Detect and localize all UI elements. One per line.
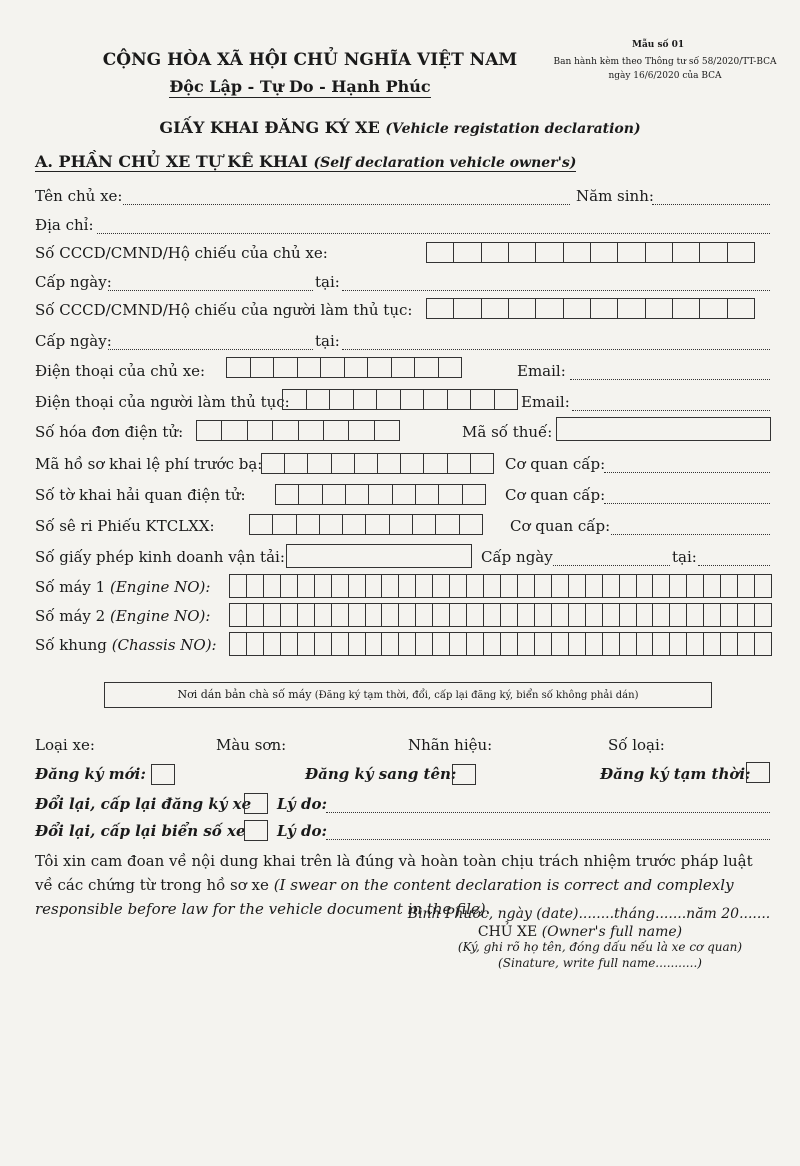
fee-issuer-label: Cơ quan cấp: bbox=[505, 455, 606, 473]
engine2-label: Số máy 2 (Engine NO): bbox=[35, 607, 211, 625]
customs-boxes[interactable] bbox=[275, 484, 486, 505]
signature-instruction-en: (Sinature, write full name...........) bbox=[498, 956, 702, 970]
temp-reg-checkbox[interactable] bbox=[746, 762, 770, 783]
reissue-plate-reason-label: Lý do: bbox=[277, 822, 327, 840]
license-issue-label: Cấp ngày bbox=[481, 548, 553, 566]
serial-issuer-field[interactable] bbox=[611, 520, 770, 535]
proc-phone-label: Điện thoại của người làm thủ tục: bbox=[35, 393, 290, 411]
reissue-plate-reason-field[interactable] bbox=[326, 825, 770, 840]
owner-email-label: Email: bbox=[517, 362, 566, 380]
fee-issuer-field[interactable] bbox=[604, 458, 770, 473]
engine-rubbing-area: Nơi dán bản chà số máy (Đăng ký tạm thời, đổi, cấp lại đăng ký, biển số không phải dán) bbox=[104, 682, 712, 708]
proc-email-label: Email: bbox=[521, 393, 570, 411]
engine1-label: Số máy 1 (Engine NO): bbox=[35, 578, 211, 596]
owner-issue-date-label: Cấp ngày: bbox=[35, 273, 112, 291]
reissue-plate-label: Đổi lại, cấp lại biển số xe bbox=[35, 822, 246, 840]
proc-issue-date-label: Cấp ngày: bbox=[35, 332, 112, 350]
license-issue-place-field[interactable] bbox=[698, 551, 770, 566]
tax-code-label: Mã số thuế: bbox=[462, 423, 553, 441]
owner-email-field[interactable] bbox=[570, 365, 770, 380]
proc-issue-place-label: tại: bbox=[315, 332, 340, 350]
address-label: Địa chỉ: bbox=[35, 216, 94, 234]
vehicle-type-label: Loại xe: bbox=[35, 736, 95, 754]
republic-heading: CỘNG HÒA XÃ HỘI CHỦ NGHĨA VIỆT NAM bbox=[102, 50, 518, 70]
owner-signature-heading: CHỦ XE (Owner's full name) bbox=[477, 924, 683, 940]
issued-note: Ban hành kèm theo Thông tư số 58/2020/TT-BCA ngày 16/6/2020 của BCA bbox=[553, 57, 777, 81]
vehicle-model-label: Số loại: bbox=[608, 736, 665, 754]
vehicle-brand-label: Nhãn hiệu: bbox=[408, 736, 493, 754]
proc-issue-date-field[interactable] bbox=[108, 335, 313, 350]
engine1-boxes[interactable] bbox=[229, 574, 772, 598]
transport-license-label: Số giấy phép kinh doanh vận tải: bbox=[35, 548, 285, 566]
proc-issue-place-field[interactable] bbox=[342, 335, 770, 350]
motto: Độc Lập - Tự Do - Hạnh Phúc bbox=[169, 77, 431, 96]
reissue-plate-checkbox[interactable] bbox=[244, 820, 268, 841]
commitment-paragraph: Tôi xin cam đoan về nội dung khai trên là đúng và hoàn toàn chịu trách nhiệm trước pháp luật về các chứng từ trong hồ sơ xe (I swear on the content declaration is correct and complexly responsible before law for the vehicle document in the file). bbox=[35, 852, 753, 918]
customs-issuer-label: Cơ quan cấp: bbox=[505, 486, 606, 504]
owner-issue-place-label: tại: bbox=[315, 273, 340, 291]
tax-code-field[interactable] bbox=[556, 417, 771, 441]
reissue-reg-label: Đổi lại, cấp lại đăng ký xe bbox=[35, 795, 252, 813]
birth-year-field[interactable] bbox=[652, 190, 770, 205]
owner-issue-date-field[interactable] bbox=[108, 276, 313, 291]
invoice-boxes[interactable] bbox=[196, 420, 400, 441]
place-date: Bình Phước, ngày (date)........tháng.......năm 20....... bbox=[407, 906, 771, 922]
license-issue-date-field[interactable] bbox=[553, 551, 670, 566]
customs-issuer-field[interactable] bbox=[604, 489, 770, 504]
temp-reg-label: Đăng ký tạm thời: bbox=[600, 765, 751, 783]
transport-license-field[interactable] bbox=[286, 544, 472, 568]
proc-id-boxes[interactable] bbox=[426, 298, 755, 319]
form-number: Mẫu số 01 bbox=[632, 40, 685, 50]
owner-issue-place-field[interactable] bbox=[342, 276, 770, 291]
transfer-reg-label: Đăng ký sang tên: bbox=[305, 765, 457, 783]
new-reg-label: Đăng ký mới: bbox=[35, 765, 146, 783]
transfer-reg-checkbox[interactable] bbox=[452, 764, 476, 785]
serial-issuer-label: Cơ quan cấp: bbox=[510, 517, 611, 535]
chassis-label: Số khung (Chassis NO): bbox=[35, 636, 217, 654]
fee-code-label: Mã hồ sơ khai lệ phí trước bạ: bbox=[35, 455, 263, 473]
owner-name-label: Tên chủ xe: bbox=[35, 187, 123, 205]
birth-year-label: Năm sinh: bbox=[576, 187, 654, 205]
reissue-reg-checkbox[interactable] bbox=[244, 793, 268, 814]
owner-id-boxes[interactable] bbox=[426, 242, 755, 263]
vehicle-color-label: Màu sơn: bbox=[216, 736, 287, 754]
address-field[interactable] bbox=[97, 219, 770, 234]
serial-label: Số sê ri Phiếu KTCLXX: bbox=[35, 517, 215, 535]
new-reg-checkbox[interactable] bbox=[151, 764, 175, 785]
owner-name-field[interactable] bbox=[123, 190, 570, 205]
owner-phone-label: Điện thoại của chủ xe: bbox=[35, 362, 206, 380]
proc-id-label: Số CCCD/CMND/Hộ chiếu của người làm thủ tục: bbox=[35, 301, 413, 319]
invoice-label: Số hóa đơn điện tử: bbox=[35, 423, 184, 441]
section-a-heading: A. PHẦN CHỦ XE TỰ KÊ KHAI (Self declaration vehicle owner's) bbox=[35, 152, 577, 171]
serial-boxes[interactable] bbox=[249, 514, 483, 535]
owner-id-label: Số CCCD/CMND/Hộ chiếu của chủ xe: bbox=[35, 244, 328, 262]
proc-email-field[interactable] bbox=[572, 396, 770, 411]
owner-phone-boxes[interactable] bbox=[226, 357, 462, 378]
engine2-boxes[interactable] bbox=[229, 603, 772, 627]
customs-label: Số tờ khai hải quan điện tử: bbox=[35, 486, 246, 504]
fee-code-boxes[interactable] bbox=[261, 453, 494, 474]
form-title: GIẤY KHAI ĐĂNG KÝ XE (Vehicle registation declaration) bbox=[159, 118, 641, 137]
reissue-reg-reason-label: Lý do: bbox=[277, 795, 327, 813]
signature-instruction: (Ký, ghi rõ họ tên, đóng dấu nếu là xe cơ quan) bbox=[457, 940, 743, 954]
proc-phone-boxes[interactable] bbox=[282, 389, 518, 410]
reissue-reg-reason-field[interactable] bbox=[326, 798, 770, 813]
chassis-boxes[interactable] bbox=[229, 632, 772, 656]
license-issue-place-label: tại: bbox=[672, 548, 697, 566]
